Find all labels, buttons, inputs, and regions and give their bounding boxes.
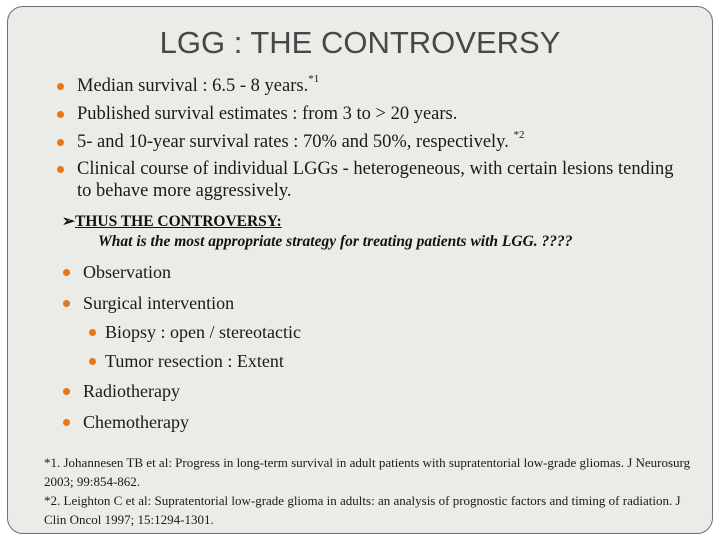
reference-2: *2. Leighton C et al: Supratentorial low-grade glioma in adults: an analysis of prognostic factors and timing of radiation. J Clin Oncol 1997; 15:1294-1301. — [44, 493, 681, 527]
thus-heading-text: THUS THE CONTROVERSY: — [75, 213, 282, 230]
slide — [7, 6, 713, 534]
option-tumor-resection — [87, 351, 284, 372]
bullet-item-survival-estimates — [50, 103, 457, 125]
option-chemotherapy — [61, 412, 189, 433]
arrow-bullet-icon: ➢ — [62, 213, 75, 230]
bullet-item-survival-rates — [50, 128, 713, 153]
bullet-item-median-survival — [50, 72, 320, 97]
option-text: Biopsy : open / stereotactic — [105, 322, 301, 342]
thus-heading — [62, 212, 282, 231]
option-text: Tumor resection : Extent — [105, 351, 284, 371]
footnote-marker: *2 — [513, 128, 525, 141]
bullet-text: Clinical course of individual LGGs - heterogeneous, with certain lesions tending to behave more aggressively. — [77, 159, 674, 201]
references — [44, 453, 694, 529]
slide-title: LGG : THE CONTROVERSY — [159, 25, 561, 60]
bullet-text: Median survival : 6.5 - 8 years. — [77, 76, 309, 96]
option-radiotherapy — [61, 381, 180, 402]
controversy-question: What is the most appropriate strategy for treating patients with LGG. ???? — [98, 233, 573, 250]
reference-1: *1. Johannesen TB et al: Progress in long-term survival in adult patients with supratentorial low-grade gliomas. J Neurosurg 2003; 99:854-862. — [44, 455, 691, 489]
footnote-marker: *1 — [308, 72, 320, 85]
bullet-text: Published survival estimates : from 3 to > 20 years. — [77, 104, 458, 124]
bullet-dot-icon — [57, 166, 64, 173]
option-observation — [61, 262, 171, 283]
bullet-item-clinical-course — [50, 158, 689, 202]
bullet-text: 5- and 10-year survival rates : 70% and 50%, respectively. — [77, 132, 514, 152]
bullet-dot-icon — [57, 139, 64, 146]
bullet-dot-icon — [89, 329, 96, 336]
bullet-dot-icon — [57, 111, 64, 118]
bullet-dot-icon — [63, 388, 70, 395]
option-text: Radiotherapy — [83, 381, 180, 401]
bullet-dot-icon — [63, 300, 70, 307]
bullet-dot-icon — [63, 269, 70, 276]
option-biopsy — [87, 322, 301, 343]
option-text: Chemotherapy — [83, 412, 189, 432]
option-surgical-intervention — [61, 293, 234, 314]
option-text: Surgical intervention — [83, 293, 235, 313]
option-text: Observation — [83, 262, 171, 282]
bullet-dot-icon — [89, 358, 96, 365]
bullet-dot-icon — [63, 419, 70, 426]
bullet-dot-icon — [57, 83, 64, 90]
